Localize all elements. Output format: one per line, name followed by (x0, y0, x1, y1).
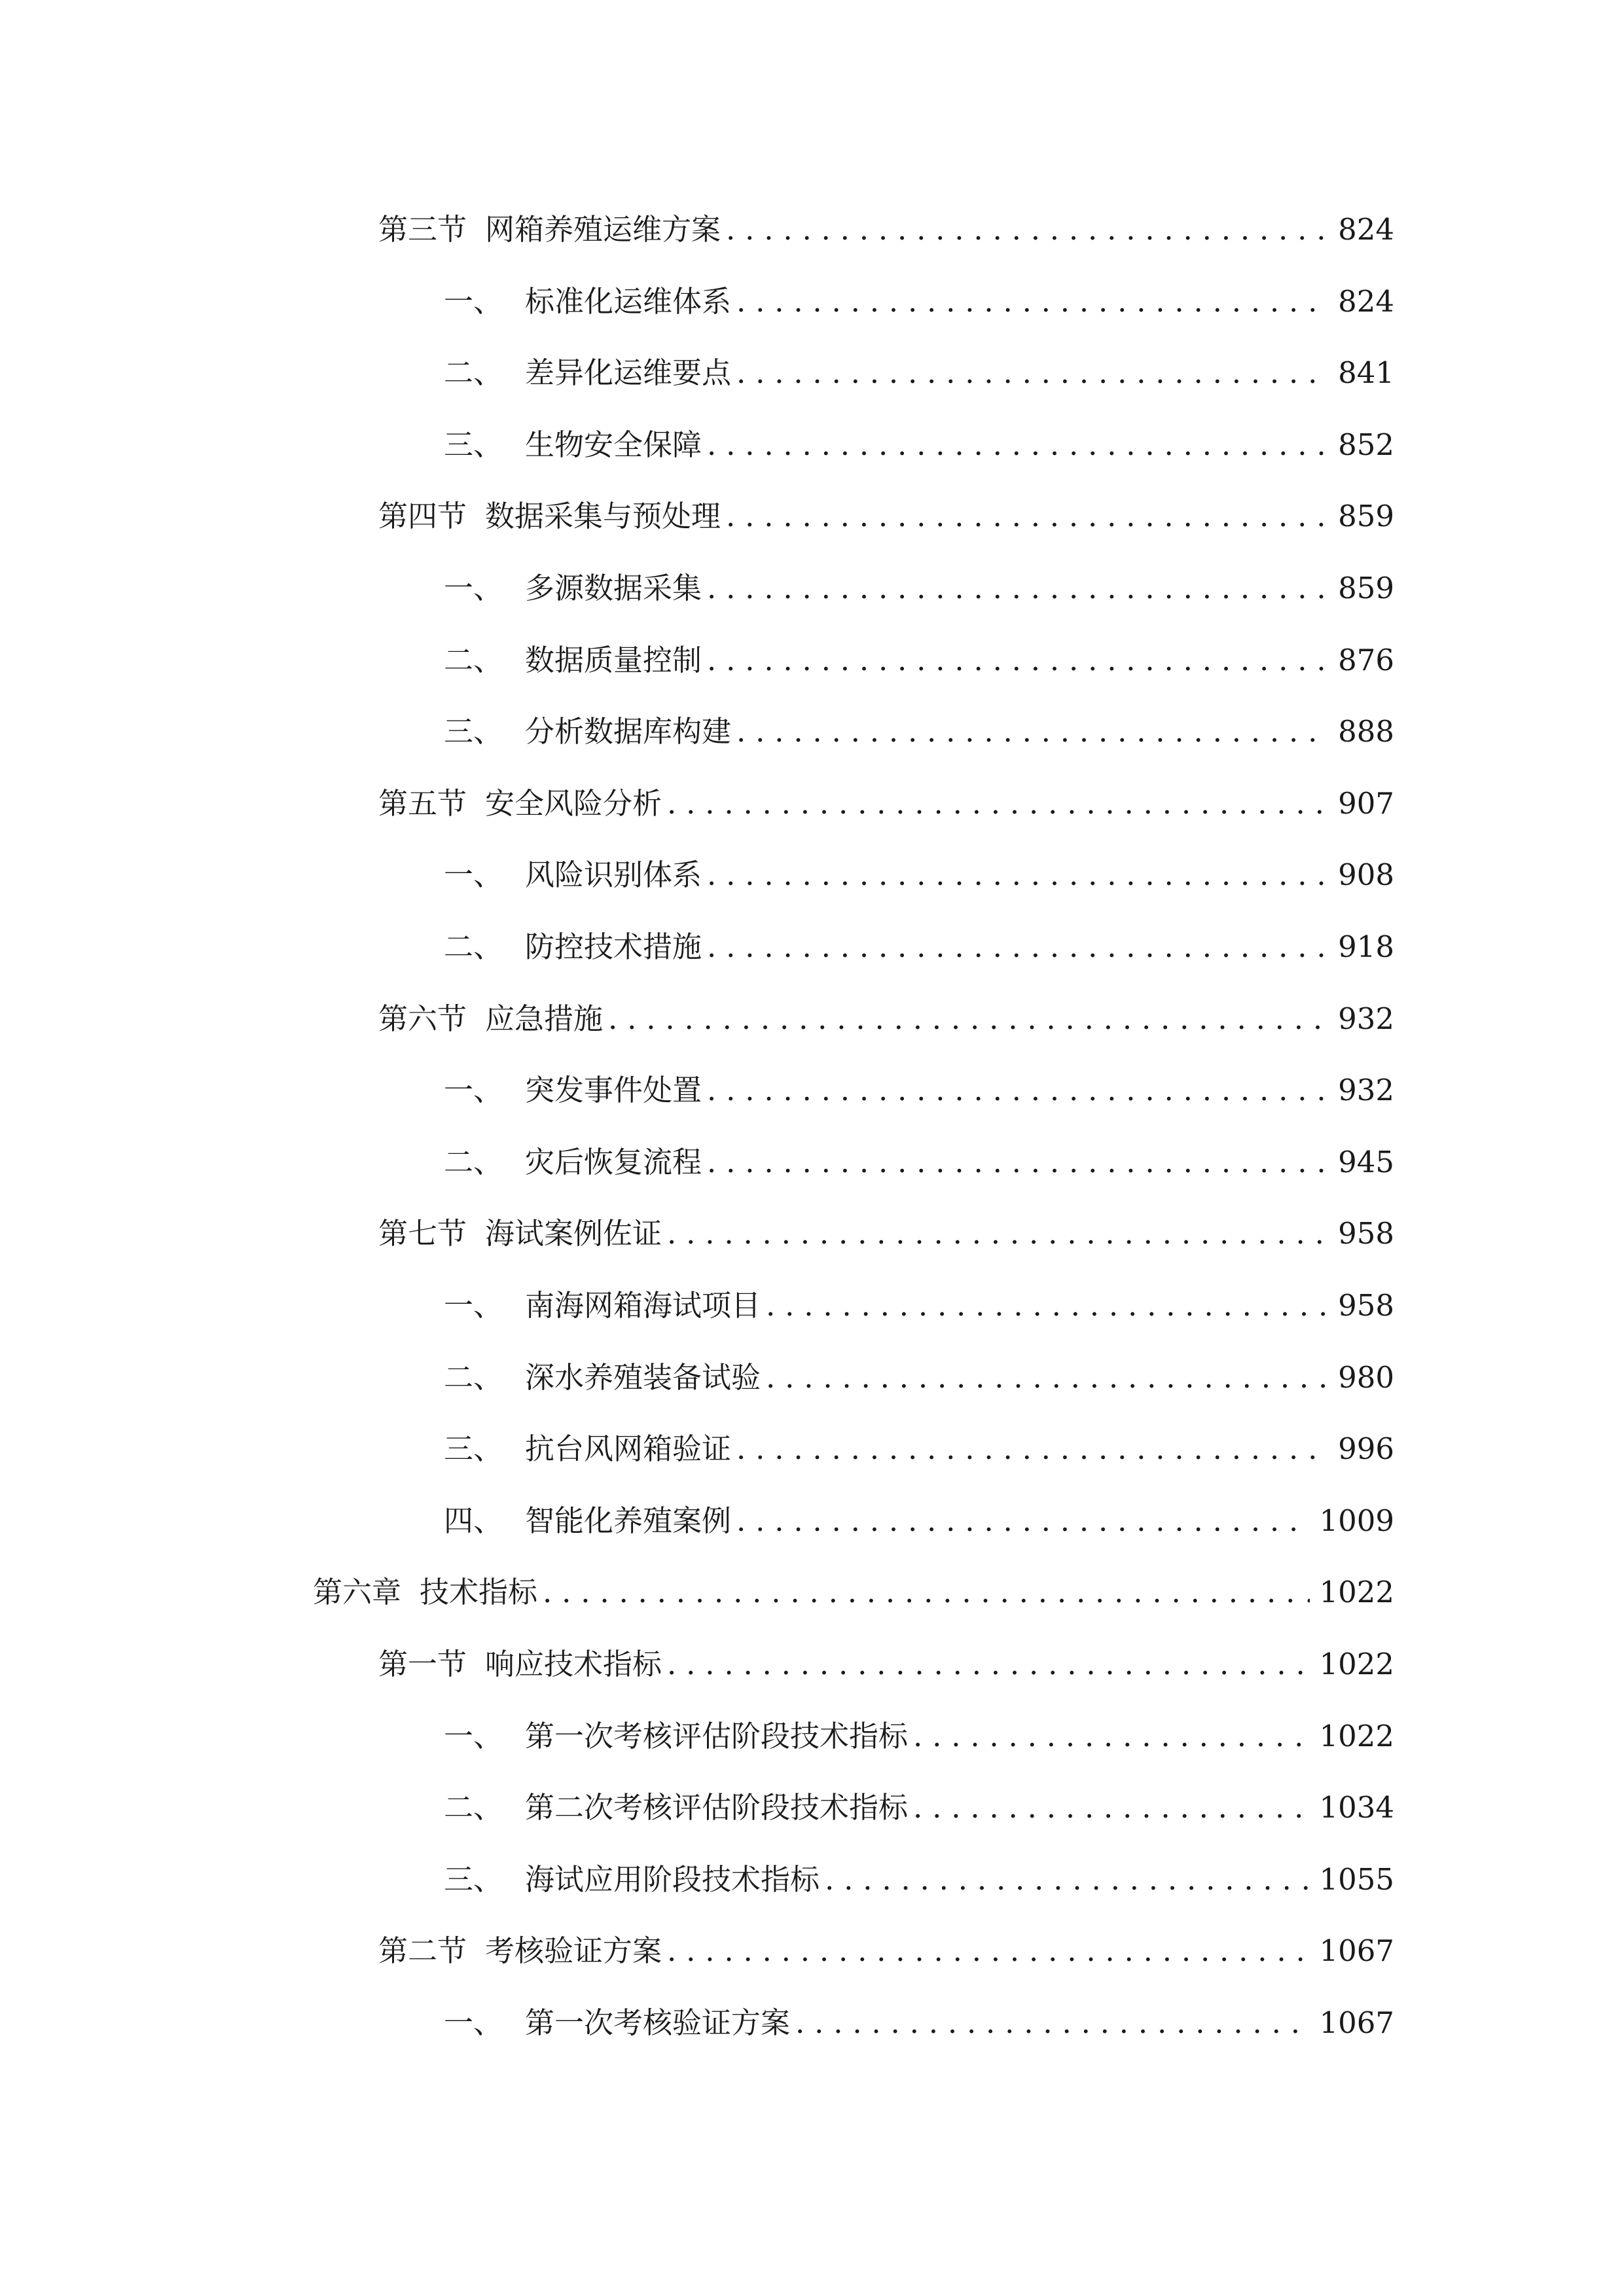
dot-leader (795, 2000, 1310, 2046)
toc-entry[interactable] (444, 350, 1394, 396)
dot-leader (608, 996, 1329, 1042)
dot-leader (726, 207, 1329, 253)
toc-entry-number: 二、 (444, 643, 503, 677)
toc-entry-title: 分析数据库构建 (525, 714, 732, 749)
dot-leader (707, 637, 1329, 683)
toc-entry-number: 一、 (444, 1073, 503, 1107)
toc-entry-number: 一、 (444, 1288, 503, 1323)
toc-entry-number: 三、 (444, 714, 503, 749)
dot-leader (736, 709, 1329, 755)
toc-entry-title: 南海网箱海试项目 (525, 1288, 761, 1323)
toc-entry-page: 859 (1338, 571, 1394, 605)
toc-entry-title: 技术指标 (420, 1575, 538, 1609)
toc-entry-number: 第六节 (378, 1001, 467, 1036)
toc-entry-number: 二、 (444, 1790, 503, 1825)
toc-entry[interactable] (378, 493, 1394, 539)
dot-leader (825, 1857, 1310, 1903)
toc-entry[interactable] (444, 924, 1394, 970)
dot-leader (766, 1355, 1329, 1401)
toc-entry-title: 安全风险分析 (485, 786, 662, 821)
toc-entry[interactable] (444, 565, 1394, 611)
toc-entry-number: 第四节 (378, 499, 467, 533)
dot-leader (726, 493, 1329, 539)
toc-entry-number: 二、 (444, 355, 503, 390)
toc-entry[interactable] (444, 852, 1394, 898)
toc-entry-number: 第三节 (378, 212, 467, 247)
toc-entry-title: 数据采集与预处理 (485, 499, 721, 533)
toc-entry-title: 生物安全保障 (525, 427, 702, 462)
toc-entry[interactable] (378, 1928, 1394, 1974)
toc-entry-page: 852 (1338, 427, 1394, 462)
toc-entry-title: 第二次考核评估阶段技术指标 (525, 1790, 909, 1825)
toc-entry-number: 三、 (444, 1862, 503, 1897)
toc-entry-page: 1067 (1319, 2005, 1394, 2040)
toc-entry-page: 932 (1338, 1001, 1394, 1036)
toc-entry-title: 差异化运维要点 (525, 355, 732, 390)
toc-entry-number: 第一节 (378, 1647, 467, 1681)
toc-entry-page: 824 (1338, 212, 1394, 247)
toc-entry[interactable] (444, 1355, 1394, 1401)
toc-entry[interactable] (444, 1713, 1394, 1759)
toc-entry-page: 958 (1338, 1216, 1394, 1251)
dot-leader (707, 924, 1329, 970)
toc-entry-number: 第七节 (378, 1216, 467, 1251)
toc-entry-title: 数据质量控制 (525, 643, 702, 677)
toc-entry-title: 突发事件处置 (525, 1073, 702, 1107)
toc-entry-title: 抗台风网箱验证 (525, 1431, 732, 1466)
toc-entry[interactable] (444, 1283, 1394, 1329)
toc-entry-title: 海试案例佐证 (485, 1216, 662, 1251)
toc-entry-title: 风险识别体系 (525, 857, 702, 892)
toc-entry-page: 980 (1338, 1360, 1394, 1395)
dot-leader (707, 1139, 1329, 1185)
toc-entry[interactable] (444, 1067, 1394, 1113)
dot-leader (707, 565, 1329, 611)
toc-entry-page: 876 (1338, 643, 1394, 677)
dot-leader (707, 422, 1329, 468)
toc-entry[interactable] (444, 1857, 1394, 1903)
toc-entry-page: 996 (1338, 1431, 1394, 1466)
toc-entry[interactable] (444, 1426, 1394, 1472)
toc-entry-page: 1022 (1319, 1575, 1394, 1609)
toc-entry-number: 一、 (444, 2005, 503, 2040)
toc-entry[interactable] (444, 709, 1394, 755)
dot-leader (766, 1283, 1329, 1329)
toc-entry-number: 三、 (444, 427, 503, 462)
toc-entry[interactable] (378, 207, 1394, 253)
toc-entry-number: 二、 (444, 1360, 503, 1395)
toc-entry-page: 945 (1338, 1145, 1394, 1179)
dot-leader (707, 1067, 1329, 1113)
toc-entry[interactable] (444, 1498, 1394, 1544)
toc-entry-number: 二、 (444, 1145, 503, 1179)
toc-entry-number: 一、 (444, 284, 503, 319)
toc-entry-number: 第二节 (378, 1933, 467, 1968)
dot-leader (913, 1785, 1310, 1831)
toc-entry-page: 1055 (1319, 1862, 1394, 1897)
dot-leader (707, 852, 1329, 898)
toc-entry[interactable] (444, 279, 1394, 325)
toc-entry[interactable] (313, 1570, 1394, 1615)
toc-entry-number: 二、 (444, 929, 503, 964)
toc-entry-page: 888 (1338, 714, 1394, 749)
toc-entry[interactable] (378, 781, 1394, 827)
toc-entry-page: 841 (1338, 355, 1394, 390)
toc-entry-page: 1022 (1319, 1719, 1394, 1753)
toc-entry-title: 第一次考核评估阶段技术指标 (525, 1719, 909, 1753)
toc-entry-title: 深水养殖装备试验 (525, 1360, 761, 1395)
dot-leader (667, 1641, 1310, 1687)
dot-leader (736, 1498, 1310, 1544)
dot-leader (667, 1211, 1329, 1257)
toc-entry-page: 907 (1338, 786, 1394, 821)
toc-entry-number: 一、 (444, 1719, 503, 1753)
toc-entry-page: 1022 (1319, 1647, 1394, 1681)
toc-entry-title: 第一次考核验证方案 (525, 2005, 791, 2040)
toc-entry[interactable] (444, 1139, 1394, 1185)
toc-entry-title: 考核验证方案 (485, 1933, 662, 1968)
toc-entry-number: 四、 (444, 1503, 503, 1538)
dot-leader (667, 1928, 1310, 1974)
toc-entry[interactable] (378, 996, 1394, 1042)
toc-entry-title: 应急措施 (485, 1001, 604, 1036)
toc-entry[interactable] (378, 1211, 1394, 1257)
toc-entry[interactable] (378, 1641, 1394, 1687)
toc-entry-title: 防控技术措施 (525, 929, 702, 964)
toc-entry-title: 灾后恢复流程 (525, 1145, 702, 1179)
toc-entry-page: 1034 (1319, 1790, 1394, 1825)
toc-entry-title: 响应技术指标 (485, 1647, 662, 1681)
toc-entry-page: 918 (1338, 929, 1394, 964)
toc-entry-page: 1009 (1319, 1503, 1394, 1538)
toc-entry-number: 第六章 (313, 1575, 402, 1609)
toc-entry-page: 859 (1338, 499, 1394, 533)
toc-entry-page: 908 (1338, 857, 1394, 892)
toc-entry-title: 网箱养殖运维方案 (485, 212, 721, 247)
toc-entry[interactable] (444, 1785, 1394, 1831)
toc-entry-page: 824 (1338, 284, 1394, 319)
dot-leader (913, 1713, 1310, 1759)
toc-entry-number: 三、 (444, 1431, 503, 1466)
toc-entry-title: 标准化运维体系 (525, 284, 732, 319)
dot-leader (543, 1570, 1310, 1615)
toc-entry-page: 958 (1338, 1288, 1394, 1323)
toc-entry-number: 一、 (444, 857, 503, 892)
toc-entry-number: 第五节 (378, 786, 467, 821)
dot-leader (736, 350, 1329, 396)
toc-entry[interactable] (444, 422, 1394, 468)
dot-leader (736, 279, 1329, 325)
toc-entry-page: 932 (1338, 1073, 1394, 1107)
dot-leader (736, 1426, 1329, 1472)
toc-entry[interactable] (444, 637, 1394, 683)
toc-entry-title: 多源数据采集 (525, 571, 702, 605)
dot-leader (667, 781, 1329, 827)
toc-entry[interactable] (444, 2000, 1394, 2046)
toc-entry-number: 一、 (444, 571, 503, 605)
toc-entry-title: 智能化养殖案例 (525, 1503, 732, 1538)
toc-entry-title: 海试应用阶段技术指标 (525, 1862, 820, 1897)
toc-entry-page: 1067 (1319, 1933, 1394, 1968)
